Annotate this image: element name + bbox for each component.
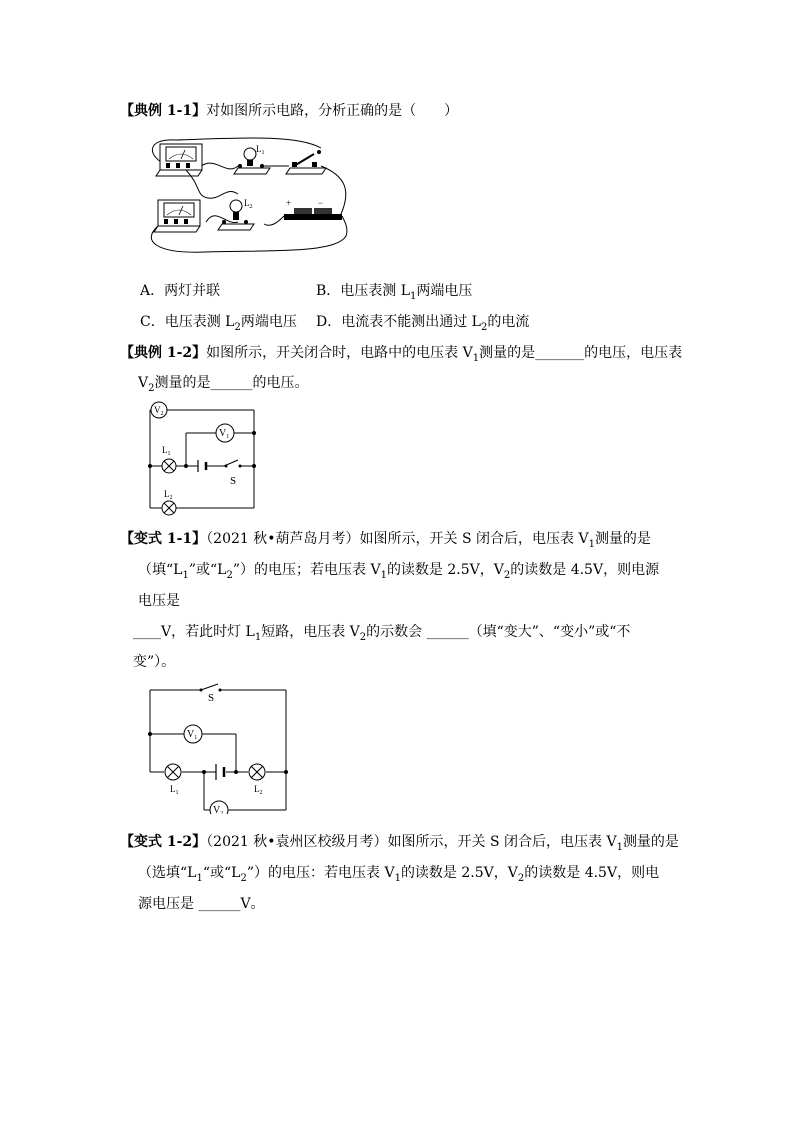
q3-sub-6: 1 [254,631,262,643]
svg-text:L1: $L_1$ [170,784,179,796]
svg-text:L2: $L_2$ [254,784,263,796]
option-d-text-2: 的电流 [487,314,530,330]
option-c-text: C．电压表测 L [140,314,235,330]
bulb-l1-icon [234,148,270,174]
q4-text-1: （2021 秋•袁州区校级月考）如图所示，开关 S 闭合后，电压表 V [206,834,617,850]
svg-text:L1: $L_1$ [162,445,171,457]
option-d[interactable] [316,312,529,332]
q3-text-7: 的读数是 4.5V，则电源 [510,562,660,578]
q3-text-1: （2021 秋•葫芦岛月考）如图所示，开关 S 闭合后，电压表 V [206,531,589,547]
q1-stem: 对如图所示电路，分析正确的是（ ） [206,103,459,119]
q2-sub-1: 1 [472,352,480,364]
q3-line-3 [138,591,180,611]
battery-icon [284,208,342,220]
svg-text:+: + [286,198,292,208]
q2-text-2: 测量的是_______的电压，电压表 [479,345,683,361]
q3-sub-1: 1 [588,538,595,550]
q4-tag: 【变式 1-2】 [120,834,207,850]
q4-sub-4: 1 [394,872,401,884]
q4-text-4: “或“L [202,865,241,881]
q4-text-5: ”）的电压：若电压表 V [246,865,395,881]
svg-text:V2: $V_2$ [213,805,224,814]
q2-line-1 [120,343,682,363]
switch-icon [286,150,326,174]
q4-sub-3: 2 [240,872,247,884]
q3-text-3: （填“L [138,562,183,578]
q4-line-3 [138,894,265,914]
q4-text-6: 的读数是 2.5V，V [400,865,518,881]
q4-sub-5: 2 [517,872,525,884]
lamp-l1-icon [165,764,181,780]
q2-sub-2: 2 [148,382,155,394]
svg-text:V2: $V_2$ [154,405,164,417]
q3-sub-5: 2 [503,569,511,581]
q2-text-4: 测量的是______的电压。 [154,375,309,391]
q3-line-4 [133,622,630,642]
svg-text:S: S [208,692,215,704]
q3-text-6: 的读数是 2.5V，V [386,562,504,578]
q3-sub-7: 2 [359,631,367,643]
option-a[interactable]: A．两灯并联 [140,283,221,299]
q3-line-2 [138,560,659,580]
q3-line-1 [120,529,651,549]
q2-tag: 【典例 1-2】 [120,345,207,361]
q4-line-1 [120,832,679,852]
svg-text:L2: $L_2$ [244,198,253,210]
q3-circuit-diagram [146,682,292,814]
q3-text-10: 短路，电压表 V [261,624,360,640]
svg-text:S: S [230,475,237,487]
option-b-text: B．电压表测 L [316,283,411,299]
q3-sub-4: 1 [380,569,387,581]
q4-text-8: 源电压是 ______V。 [138,896,265,912]
svg-text:L1: $L_1$ [256,144,265,156]
q3-text-12: 变”）。 [133,654,176,670]
q1-stem-line [120,101,458,121]
ammeter-icon [156,144,202,176]
q3-text-11: 的示数会 ______（填“变大”、“变小”或“不 [366,624,631,640]
q4-sub-1: 1 [616,841,623,853]
lamp-l2-icon [162,501,176,515]
q3-text-4: ”或“L [188,562,227,578]
q3-tag: 【变式 1-1】 [120,531,207,547]
q3-sub-3: 2 [226,569,233,581]
q3-line-5 [133,652,175,672]
q3-text-5: ”）的电压；若电压表 V [232,562,381,578]
q4-text-2: 测量的是 [622,834,679,850]
option-b-sub: 1 [410,290,417,302]
q3-text-8: 电压是 [138,593,180,609]
svg-text:V1: $V_1$ [187,729,198,741]
lamp-l2-icon [249,764,265,780]
switch-icon [200,689,203,692]
option-c-text-2: 两端电压 [240,314,297,330]
q2-text-1: 如图所示，开关闭合时，电路中的电压表 V [206,345,473,361]
option-d-text: D．电流表不能测出通过 L [316,314,481,330]
option-c[interactable] [140,312,297,332]
q4-text-3: （选填“L [138,865,197,881]
option-b[interactable] [316,281,472,301]
q4-text-7: 的读数是 4.5V，则电 [524,865,660,881]
q3-text-9: ____V，若此时灯 L [133,624,255,640]
q3-sub-2: 1 [182,569,189,581]
option-b-text-2: 两端电压 [416,283,473,299]
svg-text:V1: $V_1$ [219,428,230,440]
q2-line-2 [138,373,309,393]
q4-sub-2: 1 [196,872,203,884]
svg-text:L2: $L_2$ [164,489,173,501]
lamp-l1-icon [162,459,176,473]
q2-circuit-diagram [146,398,270,518]
q3-text-2: 测量的是 [594,531,651,547]
q4-line-2 [138,863,659,883]
q1-physical-circuit-figure [146,136,356,260]
option-c-sub: 2 [234,321,241,333]
voltmeter-icon [154,200,200,232]
option-d-sub: 2 [480,321,488,333]
q1-options-row-1 [140,281,220,301]
q2-text-3: V [138,375,149,391]
svg-text:−: − [318,198,324,208]
q1-tag: 【典例 1-1】 [120,103,207,119]
